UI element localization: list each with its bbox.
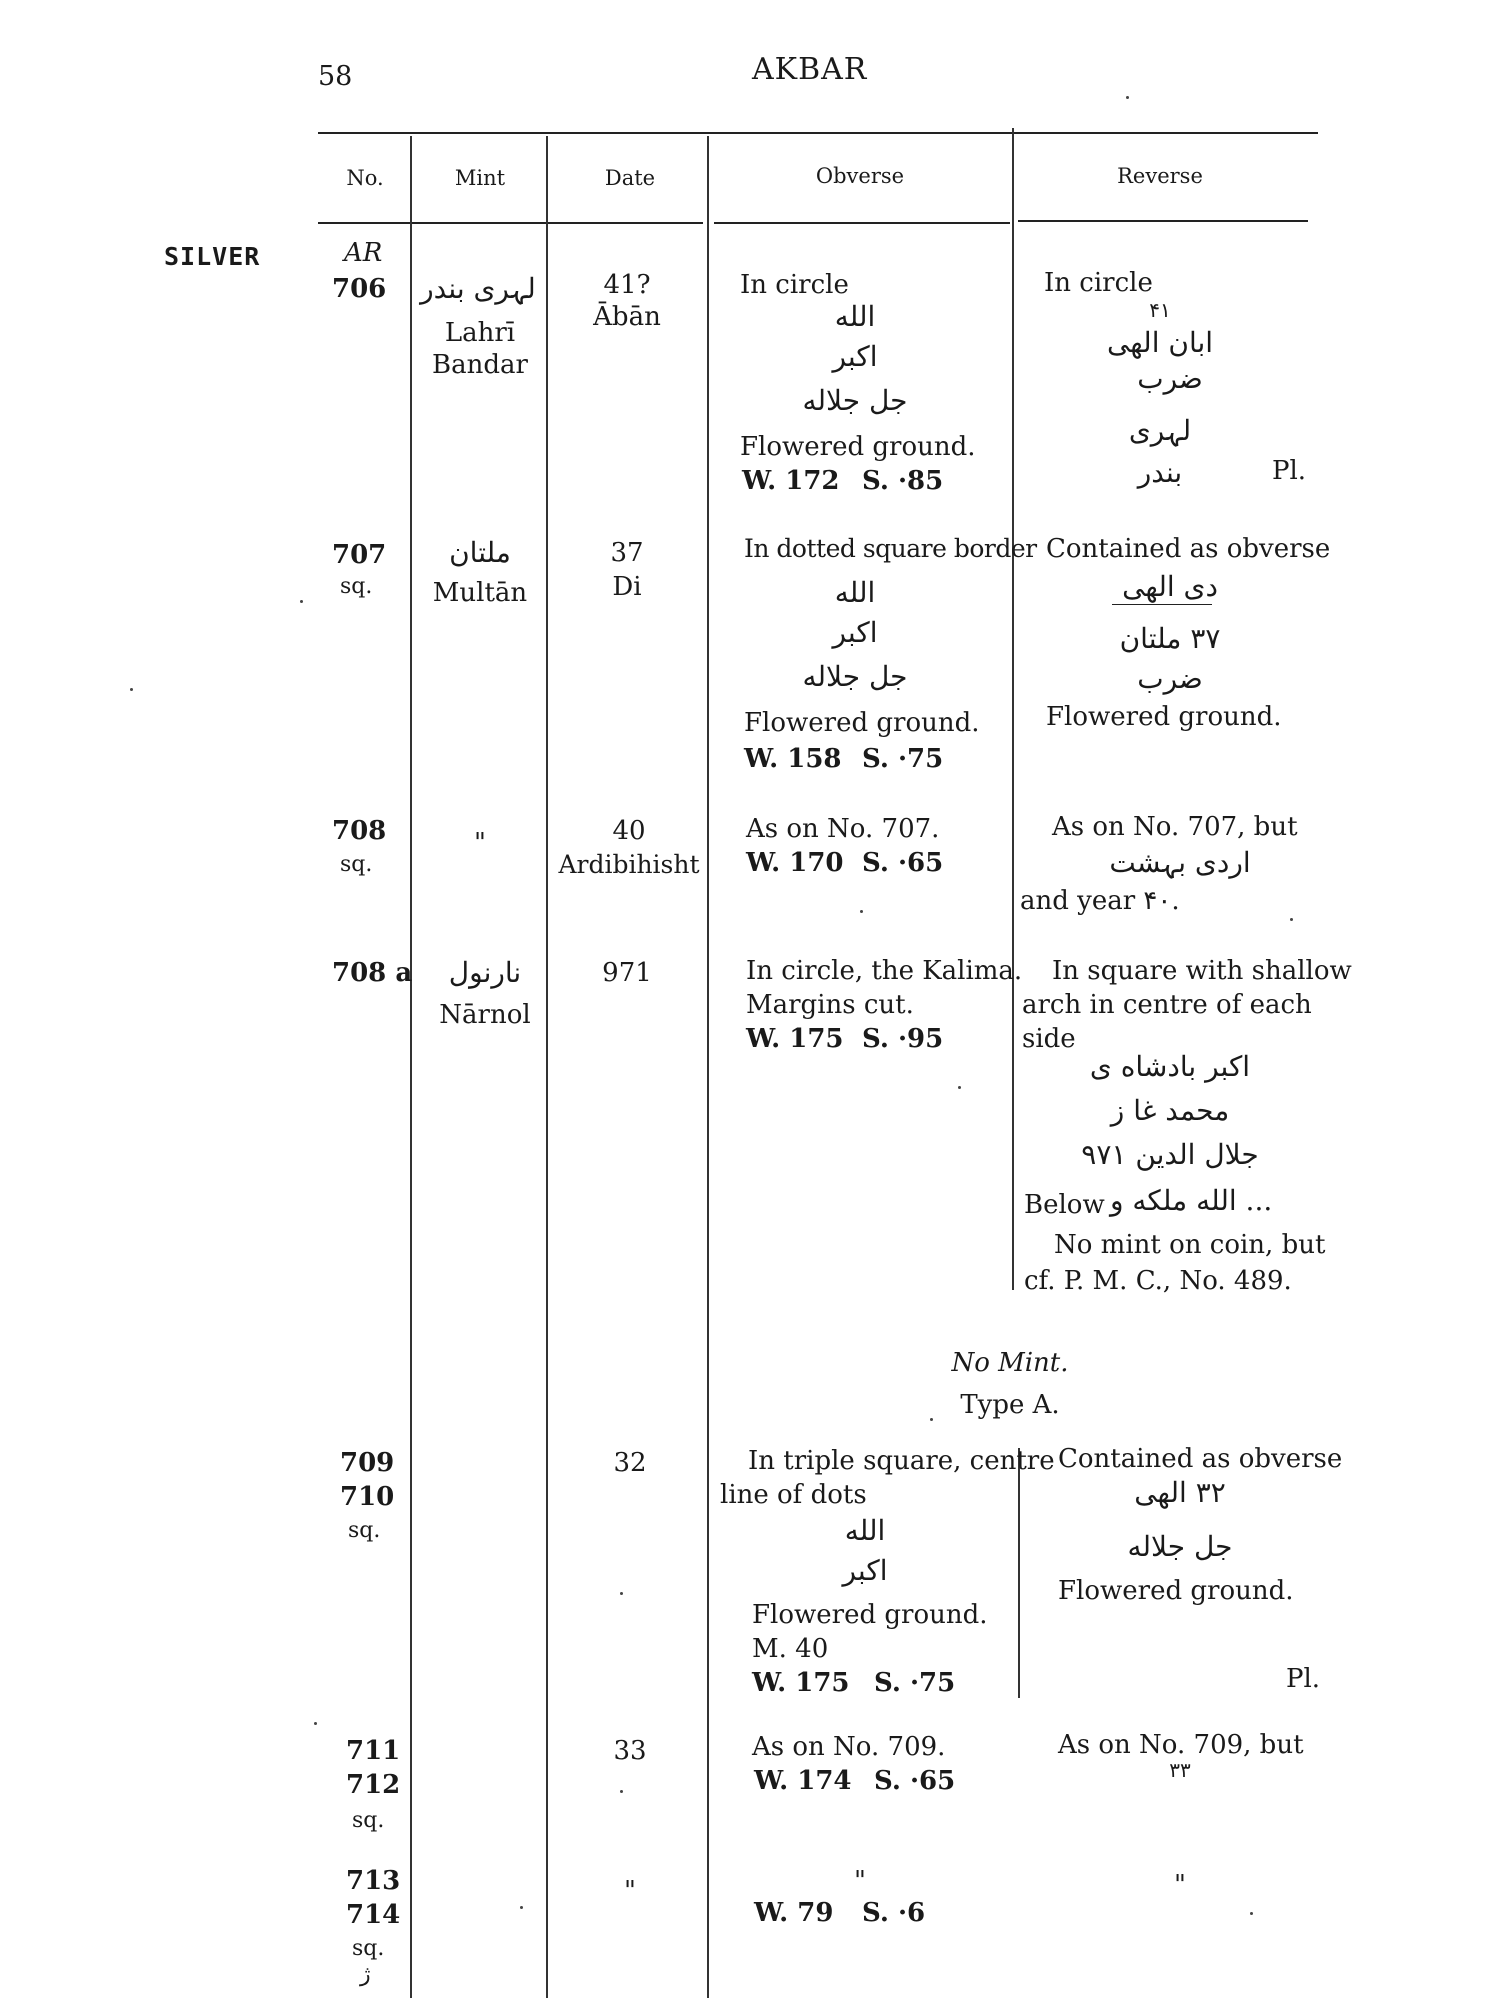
reverse-below-label: Below [1024, 1190, 1105, 1220]
date-year: 41? [603, 270, 651, 300]
entry-number: 714 [346, 1900, 401, 1930]
reverse-legend: بندر [1137, 456, 1183, 489]
reverse-heading: Contained as obverse [1046, 534, 1331, 564]
column-rule-obverse-top [1012, 128, 1014, 1290]
column-rule-mint [546, 136, 548, 1998]
no-mint-heading: No Mint. [951, 1348, 1069, 1378]
mint-name-line: Bandar [432, 350, 528, 380]
reverse-legend: اکبر بادشاه ی [1089, 1050, 1251, 1083]
scan-speck [300, 600, 303, 603]
legend-underline [1112, 604, 1212, 605]
header-date: Date [604, 166, 656, 190]
type-heading: Type A. [960, 1390, 1060, 1420]
date-month: Ardibihisht [558, 850, 700, 879]
entry-sq: sq. [340, 574, 373, 599]
mint-arabic: لہری بندر [420, 272, 536, 305]
reverse-legend: ابان الهی [1106, 326, 1214, 359]
mint-arabic: ملتان [449, 536, 511, 569]
entry-sq: sq. [340, 852, 373, 877]
obverse-ground: Flowered ground. [740, 432, 976, 462]
mint-name-line: Nārnol [439, 1000, 531, 1030]
size: S. ·65 [874, 1766, 956, 1796]
weight: W. 172 [742, 466, 840, 496]
header-reverse: Reverse [1117, 164, 1203, 188]
plate-reference: Pl. [1286, 1664, 1321, 1694]
reverse-heading: Contained as obverse [1058, 1444, 1343, 1474]
date-year: 971 [602, 958, 652, 988]
date-month: Di [612, 572, 642, 602]
date-year: 32 [613, 1448, 647, 1478]
reverse-note: cf. P. M. C., No. 489. [1024, 1266, 1292, 1296]
reverse-legend: جل جلاله [1127, 1530, 1233, 1563]
metal-symbol: AR [344, 238, 383, 268]
reverse-legend: جلال الدین ۹۷۱ [1081, 1138, 1259, 1171]
entry-number: 709 [340, 1448, 395, 1478]
obverse-legend: جل جلاله [802, 660, 908, 693]
entry-sq: sq. [352, 1808, 385, 1833]
reverse-ground: Flowered ground. [1058, 1576, 1294, 1606]
mint-name-line: Multān [432, 578, 528, 608]
column-rule-date [707, 136, 709, 1998]
column-rule-no [410, 136, 412, 1998]
entry-number: 708 a [332, 958, 413, 988]
obverse-legend: اکبر [832, 340, 878, 373]
weight: W. 175 [746, 1024, 844, 1054]
obverse-ground: Flowered ground. [752, 1600, 988, 1630]
obverse-ground: Flowered ground. [744, 708, 980, 738]
scan-speck [620, 1592, 623, 1595]
table-top-rule [318, 132, 1318, 134]
obverse-legend: جل جلاله [802, 384, 908, 417]
running-title: AKBAR [752, 52, 868, 87]
obverse-legend: اکبر [842, 1554, 888, 1587]
obverse-legend: اکبر [832, 616, 878, 649]
reverse-legend: ۳۳ [1169, 1758, 1191, 1782]
weight: W. 79 [754, 1898, 834, 1928]
obverse-ditto: " [854, 1866, 866, 1896]
size: S. ·6 [862, 1898, 926, 1928]
header-bottom-rule-left [318, 222, 703, 224]
reverse-legend: ۳۲ الهی [1134, 1476, 1226, 1509]
mint-arabic: نارنول [448, 956, 522, 989]
obverse-line: In triple square, centre [748, 1446, 1055, 1476]
header-mint: Mint [454, 166, 506, 190]
scan-speck [1290, 918, 1293, 921]
obverse-legend: الله [844, 1514, 886, 1547]
reverse-heading: As on No. 707, but [1052, 812, 1298, 842]
scan-speck [1126, 96, 1129, 99]
entry-number: 713 [346, 1866, 401, 1896]
reverse-ground: Flowered ground. [1046, 702, 1282, 732]
scan-speck [930, 1418, 933, 1421]
header-bottom-rule-reverse [1018, 220, 1308, 222]
weight: W. 174 [754, 1766, 852, 1796]
obverse-heading: As on No. 709. [752, 1732, 946, 1762]
weight: W. 158 [744, 744, 842, 774]
size: S. ·75 [862, 744, 944, 774]
entry-number: 708 [332, 816, 387, 846]
reverse-below-legend: ... الله ملکه و [1110, 1184, 1273, 1217]
reverse-line: side [1022, 1024, 1076, 1054]
obverse-line: In circle, the Kalima. [746, 956, 1023, 986]
reverse-tail: and year ۴۰. [1020, 886, 1180, 916]
date-year: 40 [612, 816, 646, 846]
section-label: SILVER [164, 242, 261, 271]
size: S. ·85 [862, 466, 944, 496]
weight: W. 175 [752, 1668, 850, 1698]
reverse-legend: محمد غا ز [1110, 1094, 1230, 1127]
scan-speck [620, 1790, 623, 1793]
obverse-heading: In dotted square border [744, 534, 1037, 563]
mint-name-line: Lahrī [444, 318, 516, 348]
reverse-ditto: " [1174, 1870, 1186, 1900]
entry-number: 712 [346, 1770, 401, 1800]
obverse-legend: الله [834, 300, 876, 333]
entry-sq: sq. [348, 1518, 381, 1543]
scan-speck [314, 1722, 317, 1725]
entry-number: 711 [346, 1736, 401, 1766]
mint-ditto: " [474, 828, 486, 858]
page-number: 58 [318, 61, 353, 92]
obverse-legend: الله [834, 576, 876, 609]
reverse-legend: دی الهی [1122, 570, 1218, 603]
date-ditto: " [624, 1876, 636, 1906]
weight: W. 170 [746, 848, 844, 878]
column-rule-obverse-lower [1018, 1448, 1020, 1698]
header-no: No. [346, 166, 384, 190]
obverse-mark: M. 40 [752, 1634, 829, 1664]
header-bottom-rule-obverse [714, 222, 1010, 224]
reverse-legend: اردی بہشت [1109, 846, 1251, 879]
reverse-legend: ضرب [1137, 362, 1203, 395]
reverse-heading: In circle [1044, 268, 1153, 298]
entry-number: 707 [332, 540, 387, 570]
obverse-heading: As on No. 707. [746, 814, 940, 844]
reverse-heading: As on No. 709, but [1058, 1730, 1304, 1760]
size: S. ·95 [862, 1024, 944, 1054]
date-year: 37 [610, 538, 644, 568]
date-month: Ābān [593, 302, 661, 332]
reverse-line: In square with shallow [1052, 956, 1352, 986]
reverse-legend: ضرب [1137, 662, 1203, 695]
obverse-line: Margins cut. [746, 990, 914, 1020]
reverse-legend: ۴۱ [1149, 298, 1171, 322]
scan-speck [1250, 1912, 1253, 1915]
reverse-line: arch in centre of each [1022, 990, 1312, 1020]
header-obverse: Obverse [815, 164, 905, 188]
entry-sq-mark: ژ [360, 1962, 371, 1987]
scan-speck [520, 1906, 523, 1909]
reverse-legend: لہری [1128, 414, 1192, 447]
plate-reference: Pl. [1272, 456, 1307, 486]
scan-speck [130, 688, 133, 691]
entry-sq: sq. [352, 1936, 385, 1961]
scan-speck [958, 1086, 961, 1089]
obverse-line: line of dots [720, 1480, 867, 1510]
scan-speck [860, 910, 863, 913]
reverse-legend: ۳۷ ملتان [1119, 622, 1221, 655]
entry-number: 706 [332, 274, 387, 304]
size: S. ·75 [874, 1668, 956, 1698]
date-year: 33 [613, 1736, 647, 1766]
entry-number: 710 [340, 1482, 395, 1512]
size: S. ·65 [862, 848, 944, 878]
reverse-note: No mint on coin, but [1054, 1230, 1326, 1260]
obverse-heading: In circle [740, 270, 849, 300]
